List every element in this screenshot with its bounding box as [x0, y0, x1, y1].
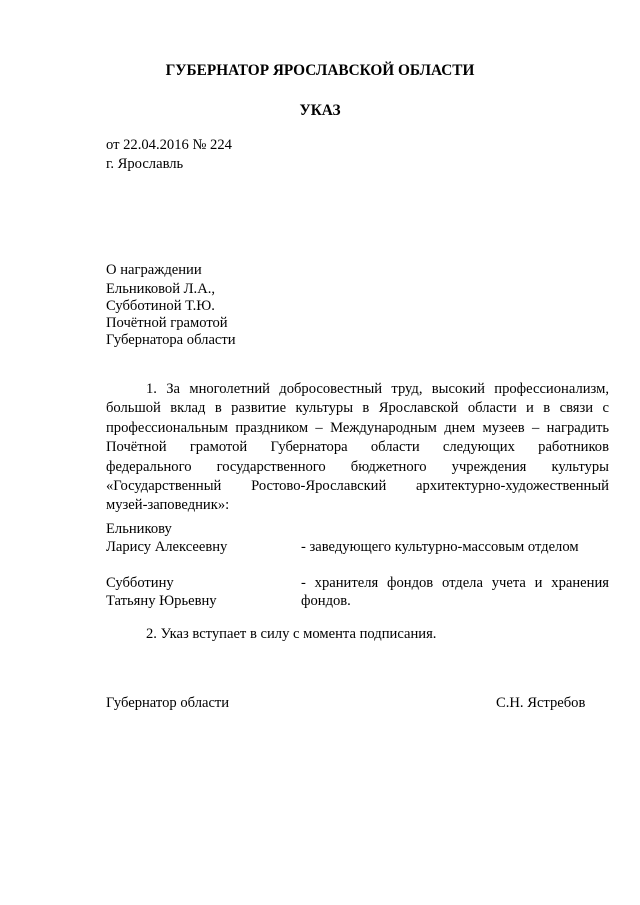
clause-2: 2. Указ вступает в силу с момента подписания. — [146, 626, 437, 642]
awardee-position-line: - хранителя фондов отдела учета и хранения — [301, 575, 609, 591]
clause-1-line: 1. За многолетний добросовестный труд, высокий профессионализм, — [146, 381, 609, 397]
signature-title: Губернатор области — [106, 695, 230, 711]
city: г. Ярославль — [106, 156, 184, 172]
awardee-position — [301, 575, 609, 610]
subject-line: Субботиной Т.Ю. — [106, 298, 215, 314]
clause-1-line: Почётной грамотой Губернатора области следующих работников — [106, 439, 609, 456]
awardee-name: Ларису Алексеевну — [106, 539, 228, 555]
subject-line: Почётной грамотой — [106, 315, 228, 331]
awardee-surname: Субботину — [106, 575, 174, 591]
document-authority: ГУБЕРНАТОР ЯРОСЛАВСКОЙ ОБЛАСТИ — [165, 62, 475, 79]
date-number: от 22.04.2016 № 224 — [106, 137, 232, 153]
clause-1-line: федерального государственного бюджетного учреждения культуры — [106, 458, 609, 475]
clause-1-line: большой вклад в развитие культуры в Ярославской области и в связи с — [106, 400, 609, 417]
clause-1-line: профессиональным праздником – Международным днем музеев – наградить — [106, 419, 609, 436]
signature-name: С.Н. Ястребов — [496, 695, 586, 711]
subject-line: Ельниковой Л.А., — [106, 281, 216, 297]
subject-line: О награждении — [106, 262, 202, 278]
awardee-name: Татьяну Юрьевну — [106, 593, 217, 609]
awardee-surname: Ельникову — [106, 521, 172, 537]
awardee-position-line: фондов. — [301, 593, 351, 609]
clause-1 — [106, 380, 609, 535]
clause-1-line: музей-заповедник»: — [106, 497, 230, 514]
subject-line: Губернатора области — [106, 332, 236, 348]
awardee-position: - заведующего культурно-массовым отделом — [301, 539, 579, 555]
document-type: УКАЗ — [299, 102, 341, 119]
clause-1-line: «Государственный Ростово-Ярославский архитектурно-художественный — [106, 478, 609, 495]
